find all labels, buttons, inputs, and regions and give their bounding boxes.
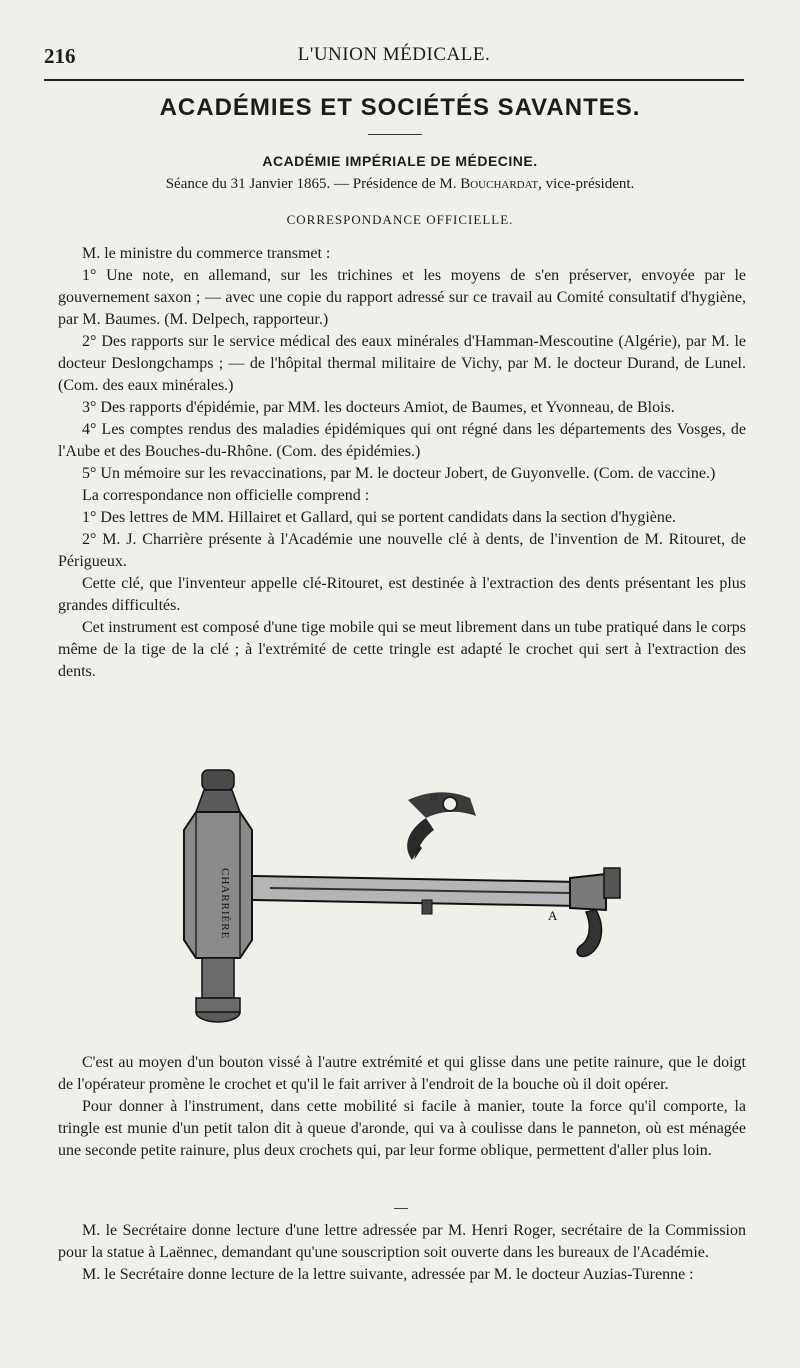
header-rule xyxy=(44,79,744,81)
key-head xyxy=(570,868,620,956)
dental-key-illustration xyxy=(150,760,630,1040)
session-suffix: , vice-président. xyxy=(538,176,635,192)
running-head xyxy=(44,44,744,72)
paragraph: 2° M. J. Charrière présente à l'Académie une nouvelle clé à dents, de l'invention de M. Ritouret, de Périgueux. xyxy=(58,531,746,570)
paragraph: M. le ministre du commerce transmet : xyxy=(82,245,331,262)
key-shaft xyxy=(252,876,580,923)
paragraph: M. le Secrétaire donne lecture d'une lettre adressée par M. Henri Roger, secrétaire de la Commission pour la statue à Laënnec, demandant qu'une souscription soit ouverte dans les bureaux de l'Académie. xyxy=(58,1222,746,1261)
paragraph: 3° Des rapports d'épidémie, par MM. les docteurs Amiot, de Baumes, et Yvonneau, de Blois. xyxy=(82,399,675,416)
section-title: ACADÉMIES ET SOCIÉTÉS SAVANTES. xyxy=(159,94,641,121)
paragraph: 1° Une note, en allemand, sur les trichines et les moyens de s'en préserver, envoyée par le gouvernement saxon ; — avec une copie du rapport adressé sur ce travail au Comité consultatif d'hygiène, par M. Baumes. (M. Delpech, rapporteur.) xyxy=(58,267,746,328)
page-number: 216 xyxy=(44,44,76,68)
paragraph: 4° Les comptes rendus des maladies épidémiques qui ont régné dans les départements des Vosges, de l'Aube et des Bouches-du-Rhône. (Com. des épidémies.) xyxy=(58,421,746,460)
hook-detail xyxy=(407,791,476,860)
paragraph: Pour donner à l'instrument, dans cette mobilité si facile à manier, toute la force qu'il comporte, la tringle est munie d'un petit talon dit à queue d'aronde, qui va à coulisse dans le panneton, où est ménagée une seconde petite rainure, plus deux crochets qui, par leur forme oblique, permettent d'aller plus loin. xyxy=(58,1098,746,1159)
label-a: A xyxy=(548,908,558,923)
paragraph: 2° Des rapports sur le service médical des eaux minérales d'Hamman-Mescoutine (Algérie), par M. le docteur Deslongchamps ; — de l'hôpital thermal militaire de Vichy, par M. le docteur Durand, de Lunel. (Com. des eaux minérales.) xyxy=(58,333,746,394)
correspondence-title: CORRESPONDANCE OFFICIELLE. xyxy=(286,212,514,227)
paragraph: C'est au moyen d'un bouton vissé à l'autre extrémité et qui glisse dans une petite rainure, que le doigt de l'opérateur promène le crochet et qu'il le fait arriver à l'endroit de la bouche où il doit opérer. xyxy=(58,1054,746,1093)
svg-text:≈: ≈ xyxy=(430,791,438,806)
title-rule xyxy=(368,134,422,135)
session-line xyxy=(0,176,800,193)
paragraph: M. le Secrétaire donne lecture de la lettre suivante, adressée par M. le docteur Auzias-Turenne : xyxy=(82,1266,694,1283)
body-text-final xyxy=(58,1220,746,1286)
handle-inscription: CHARRIÈRE xyxy=(219,868,231,940)
academy-name: ACADÉMIE IMPÉRIALE DE MÉDECINE. xyxy=(262,153,538,169)
paragraph: La correspondance non officielle comprend : xyxy=(82,487,370,504)
paragraph: 1° Des lettres de MM. Hillairet et Gallard, qui se portent candidats dans la section d'hygiène. xyxy=(82,509,677,526)
journal-title: L'UNION MÉDICALE. xyxy=(297,44,491,65)
body-text-before-figure xyxy=(58,243,746,683)
paragraph: Cette clé, que l'inventeur appelle clé-Ritouret, est destinée à l'extraction des dents présentant les plus grandes difficultés. xyxy=(58,575,746,614)
session-prefix: Séance du 31 Janvier 1865. — Présidence de M. xyxy=(165,176,461,192)
separator-rule xyxy=(394,1208,408,1209)
paragraph: Cet instrument est composé d'une tige mobile qui se meut librement dans un tube pratiqué dans le corps même de la tige de la clé ; à l'extrémité de cette tringle est adapté le crochet qui sert à l'extraction des dents. xyxy=(58,619,746,680)
handle xyxy=(184,770,252,1022)
body-text-after-figure xyxy=(58,1052,746,1162)
paragraph: 5° Un mémoire sur les revaccinations, par M. le docteur Jobert, de Guyonvelle. (Com. de vaccine.) xyxy=(82,465,716,482)
president-name: Bouchardat xyxy=(460,176,539,192)
